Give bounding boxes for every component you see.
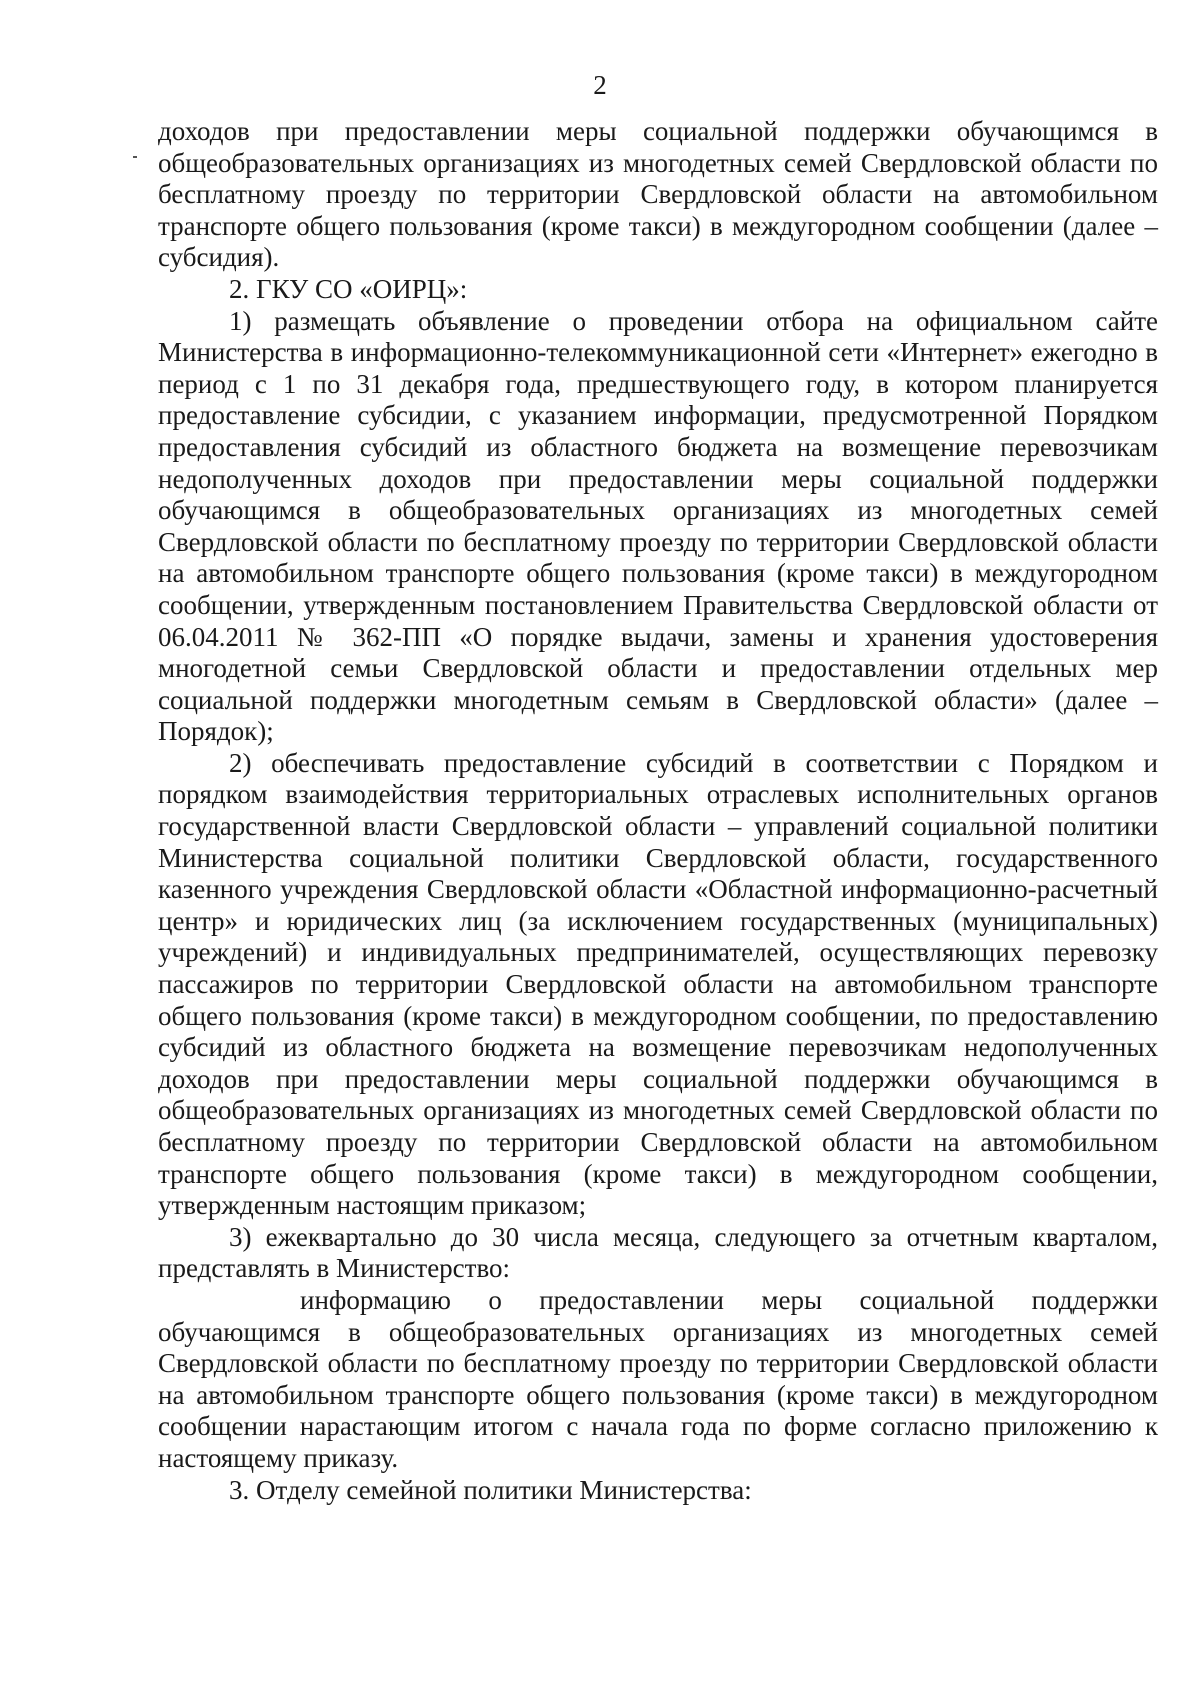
page-number: 2 — [593, 70, 607, 100]
document-body — [158, 116, 1158, 1506]
paragraph-subsidy-definition: доходов при предоставлении меры социальной поддержки обучающимся в общеобразовательных организациях из многодетных семей Свердловской области по бесплатному проезду по территории Свердловской области на автомобильном транспорте общего пользования (кроме такси) в междугородном сообщении (далее – субсидия). — [158, 116, 1158, 273]
paragraph-item-3: 3) ежеквартально до 30 числа месяца, следующего за отчетным кварталом, представлять в Министерство: — [158, 1221, 1158, 1284]
paragraph-item-2: 2) обеспечивать предоставление субсидий в соответствии с Порядком и порядком взаимодействия территориальных отраслевых исполнительных органов государственной власти Свердловской области – управлений социальной политики Министерства социальной политики Свердловской области, государственного казенного учреждения Свердловской области «Областной информационно-расчетный центр» и юридических лиц (за исключением государственных (муниципальных) учреждений) и индивидуальных предпринимателей, осуществляющих перевозку пассажиров по территории Свердловской области на автомобильном транспорте общего пользования (кроме такси) в междугородном сообщении, по предоставлению субсидий из областного бюджета на возмещение перевозчикам недополученных доходов при предоставлении меры социальной поддержки обучающимся в общеобразовательных организациях из многодетных семей Свердловской области по бесплатному проезду по территории Свердловской области на автомобильном транспорте общего пользования (кроме такси) в междугородном сообщении, утвержденным настоящим приказом; — [158, 747, 1158, 1221]
paragraph-section-2-heading: 2. ГКУ СО «ОИРЦ»: — [229, 273, 468, 304]
paragraph-section-3-heading: 3. Отделу семейной политики Министерства: — [229, 1474, 752, 1505]
paragraph-item-1: 1) размещать объявление о проведении отбора на официальном сайте Министерства в информационно-телекоммуникационной сети «Интернет» ежегодно в период с 1 по 31 декабря года, предшествующего году, в котором планируется предоставление субсидии, с указанием информации, предусмотренной Порядком предоставления субсидий из областного бюджета на возмещение перевозчикам недополученных доходов при предоставлении меры социальной поддержки обучающимся в общеобразовательных организациях из многодетных семей Свердловской области по бесплатному проезду по территории Свердловской области на автомобильном транспорте общего пользования (кроме такси) в междугородном сообщении, утвержденным постановлением Правительства Свердловской области от 06.04.2011 № 362-ПП «О порядке выдачи, замены и хранения удостоверения многодетной семьи Свердловской области и предоставлении отдельных мер социальной поддержки многодетным семьям в Свердловской области» (далее – Порядок); — [158, 305, 1158, 747]
margin-mark — [133, 156, 137, 158]
paragraph-item-3-detail: информацию о предоставлении меры социальной поддержки обучающимся в общеобразовательных организациях из многодетных семей Свердловской области по бесплатному проезду по территории Свердловской области на автомобильном транспорте общего пользования (кроме такси) в междугородном сообщении нарастающим итогом с начала года по форме согласно приложению к настоящему приказу. — [158, 1284, 1158, 1473]
